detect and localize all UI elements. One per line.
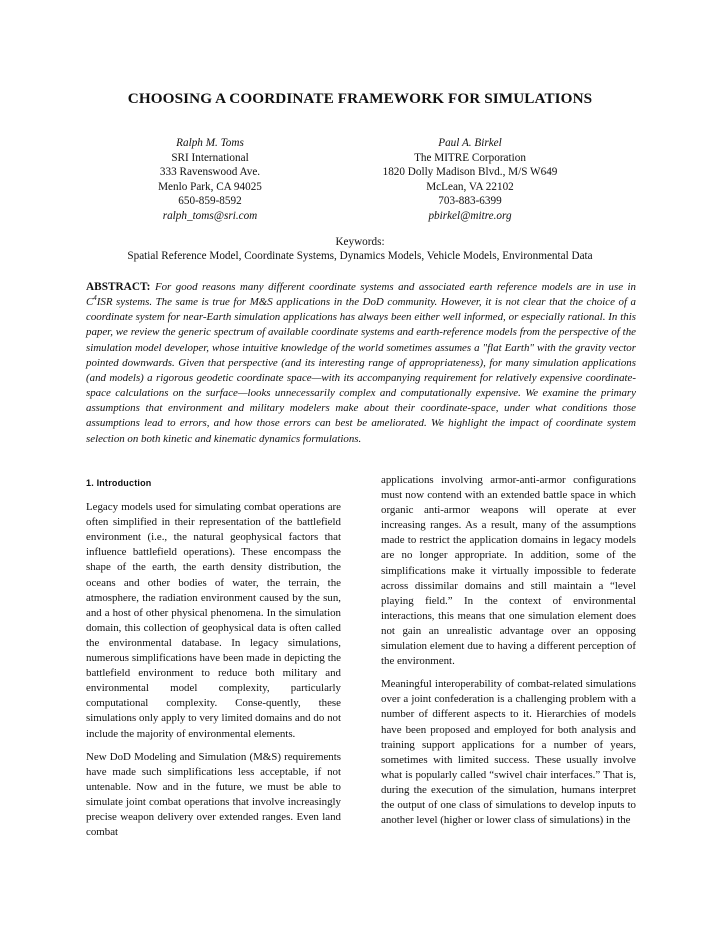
left-column [86, 473, 341, 848]
abstract-text-part1: For good reasons many different coordinate systems and associated earth reference models are in use in C [86, 281, 636, 309]
author-address-line1: 333 Ravenswood Ave. [159, 166, 261, 179]
author-address-line1: 1820 Dolly Madison Blvd., M/S W649 [382, 166, 558, 179]
body-paragraph: Legacy models used for simulating combat operations are often simplified in their representation of the battlefield environment (i.e., the natural geophysical factors that influence battlefield operations). These encompass the shape of the earth, the earth density distribution, the oceans and other bodies of water, the terrain, the atmosphere, the radiation environment caused by the sun, and a host of other physical phenomena. In the simulation domain, this collection of geophysical data is often called the environmental database. In legacy simulations, numerous simplifications have been made in depicting the battlefield environment to reduce both military and environmental model complexity, particularly computational complexity. Conse-quently, these simulations only apply to very limited domains and do not include the majority of environmental elements. [86, 501, 341, 740]
body-paragraph: Meaningful interoperability of combat-related simulations over a joint confederation is a challenging problem with a number of different aspects to it. Hierarchies of models have been proposed and employed for both analysis and training support applications for a number of years, sometimes with limited success. These usually involve what is popularly called “swivel chair interfaces.” That is, during the execution of the simulation, humans interpret the output of one class of simulations to develop inputs to another level (higher or lower class of simulations) in the [381, 678, 636, 827]
abstract-superscript: 4 [93, 294, 97, 303]
author-email: pbirkel@mitre.org [428, 209, 512, 222]
author-affiliation: The MITRE Corporation [414, 151, 526, 164]
author-block-birkel [350, 136, 590, 224]
author-phone: 703-883-6399 [438, 195, 502, 208]
body-paragraph: applications involving armor-anti-armor configurations must now contend with an extended battle space in which organic anti-armor weapons will operate at ever increasing ranges. As a result, many of the assumptions made to restrict the application domains in legacy models are no longer appropriate. In addition, some of the simplifications make it virtually impossible to federate across dissimilar domains and still maintain a “level playing field.” In the context of environmental interactions, this means that one simulation element does not gain an unrealistic advantage over an opposing simulation element due to having a different perception of the environment. [381, 474, 636, 668]
body-paragraph: New DoD Modeling and Simulation (M&S) requirements have made such simplifications less acceptable, if not untenable. Now and in the future, we must be able to simulate joint combat operations that involve increasingly precise weapon delivery over extended ranges. Even land combat [86, 750, 341, 839]
author-affiliation: SRI International [171, 151, 249, 164]
abstract-text-part2: ISR systems. The same is true for M&S applications in the DoD community. However, it is not clear that the choice of a coordinate system for near-Earth simulation applications has always been either well informed, or especially rational. In this paper, we review the generic spectrum of available coordinate systems and earth-reference models from the perspective of the simulation model developer, whose intuitive knowledge of the world sometimes assumes a "flat Earth" with the gravity vector pointed downwards. Given that perspective (and its interesting range of appropriateness), for many simulation applications (and models) a rigorous geodetic coordinate space—with its accompanying requirement for relatively expensive coordinate-space calculations on the surface—looks unnecessarily complex and computationally expensive. We examine the primary assumptions that environment and military modelers make about their coordinate-space, under what conditions those assumptions lead to errors, and how those errors can best be ameliorated. We highlight the impact of coordinate system selection on both kinetic and kinematic dynamics formulations. [86, 296, 636, 445]
author-name: Ralph M. Toms [176, 137, 244, 149]
abstract [86, 280, 636, 447]
section-heading: 1. Introduction [86, 478, 152, 488]
paper-title: CHOOSING A COORDINATE FRAMEWORK FOR SIMULATIONS [127, 90, 593, 107]
author-address-line2: McLean, VA 22102 [426, 180, 514, 193]
author-name: Paul A. Birkel [438, 137, 502, 149]
author-phone: 650-859-8592 [178, 195, 242, 208]
keywords-list: Spatial Reference Model, Coordinate Systems, Dynamics Models, Vehicle Models, Environmental Data [127, 250, 593, 262]
author-address-line2: Menlo Park, CA 94025 [158, 180, 262, 193]
abstract-label: ABSTRACT: [86, 281, 151, 293]
right-column [381, 473, 636, 836]
keywords-label: Keywords: [335, 236, 385, 248]
author-email: ralph_toms@sri.com [162, 209, 258, 222]
author-block-toms [100, 136, 320, 224]
